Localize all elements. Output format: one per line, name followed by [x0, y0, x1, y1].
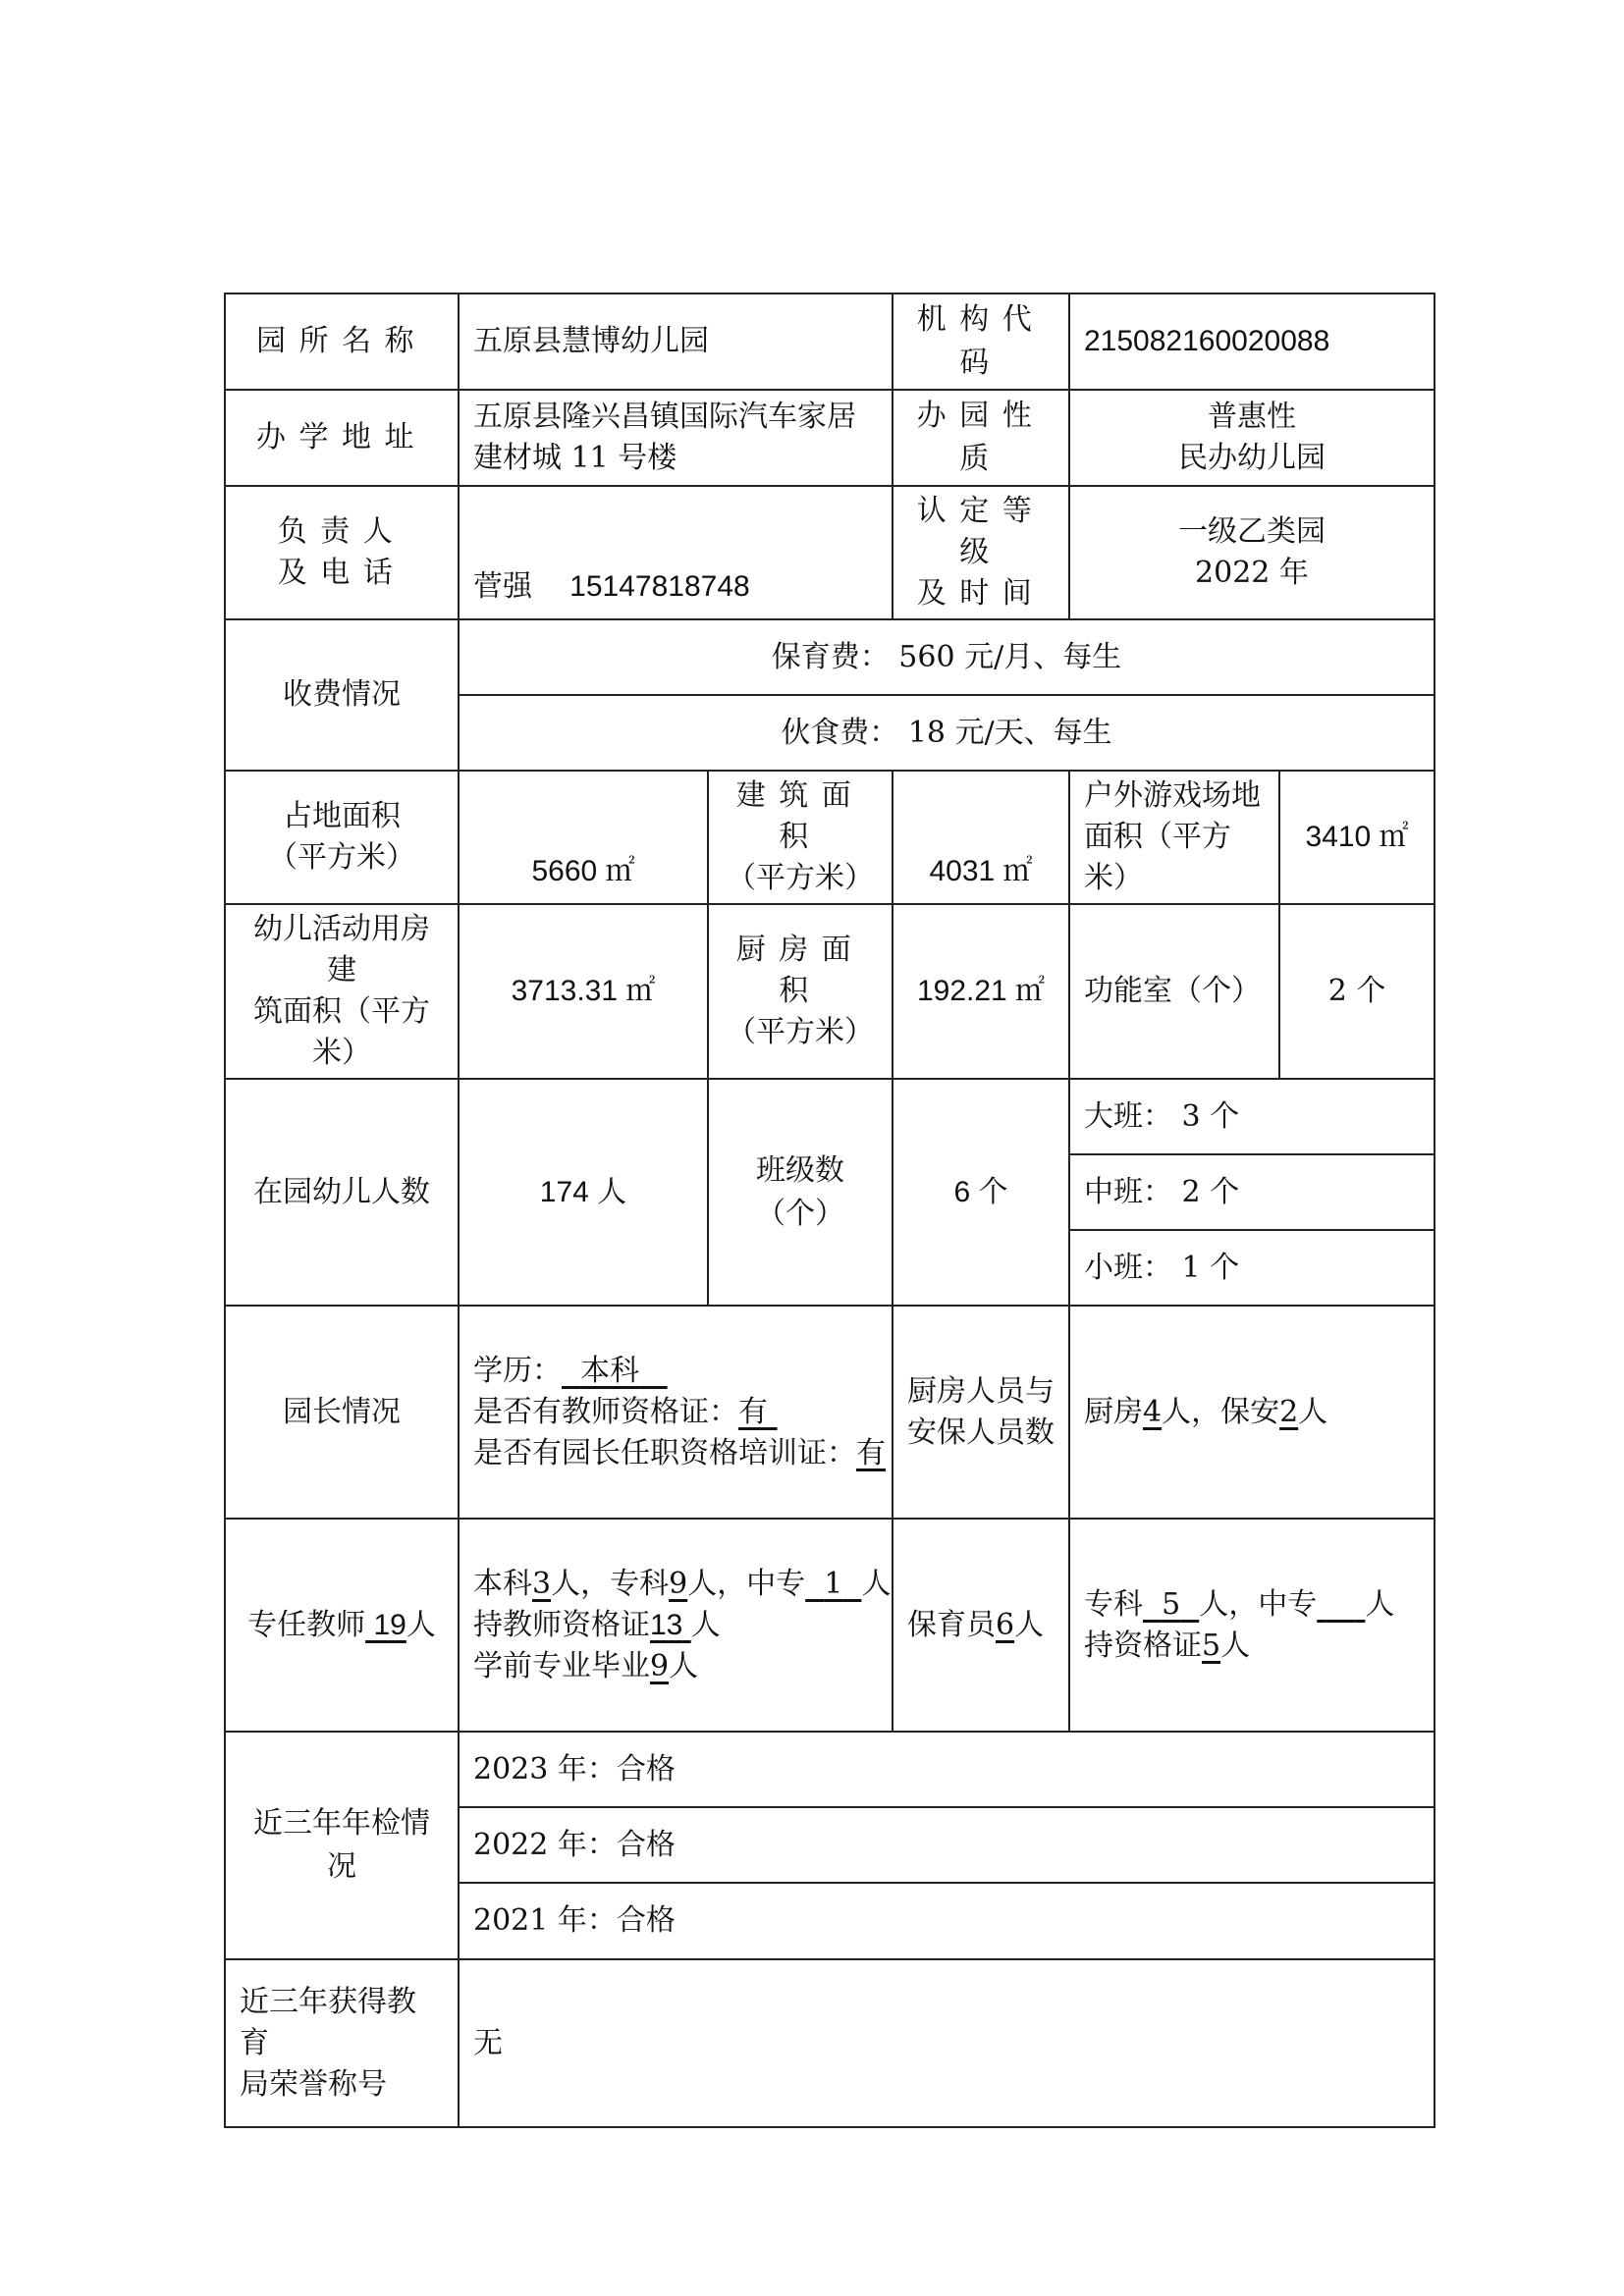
education-value-text: 本科	[580, 1353, 640, 1388]
care-fee: 保育费： 560 元/月、每生	[459, 619, 1435, 695]
teachers-label-suffix: 人	[406, 1607, 436, 1642]
principal-training-cert	[473, 1433, 886, 1474]
principal-education	[473, 1351, 878, 1392]
rating-label-line1: 认定等级	[916, 494, 1046, 569]
nature-value-line1: 普惠性	[1208, 400, 1296, 434]
land-area-label	[225, 771, 459, 904]
inspection-2021: 2021 年：合格	[459, 1883, 1435, 1959]
fees-label: 收费情况	[225, 619, 459, 771]
secondary-label: 人，中专	[687, 1566, 806, 1601]
code-label: 机构代码	[893, 294, 1069, 390]
row-name-code	[225, 294, 1435, 390]
building-area-label	[708, 771, 893, 904]
middle-class: 中班： 2 个	[1069, 1154, 1435, 1230]
caregiver-cert-label: 持资格证	[1084, 1628, 1202, 1663]
building-area-label-line1: 建筑面积	[735, 778, 865, 854]
secondary-count	[805, 1567, 861, 1601]
activity-area-label-line1: 幼儿活动用房建	[253, 912, 430, 988]
class-count-value: 6 个	[893, 1079, 1069, 1306]
row-teachers	[225, 1519, 1435, 1732]
principal-teacher-cert	[473, 1392, 878, 1433]
education-label: 学历：	[473, 1353, 562, 1388]
caregiver-college-label: 专科	[1084, 1586, 1143, 1622]
kitchen-staff-label: 厨房	[1084, 1394, 1143, 1429]
staff-label	[893, 1306, 1069, 1519]
address-label: 办学地址	[225, 390, 459, 486]
name-value: 五原县慧博幼儿园	[459, 294, 893, 390]
nature-label: 办园性质	[893, 390, 1069, 486]
caregiver-cert-count: 5	[1202, 1628, 1221, 1663]
rating-value-line2: 2022 年	[1195, 556, 1309, 590]
staff-value	[1069, 1306, 1435, 1519]
honors-label	[225, 1959, 459, 2127]
kitchen-staff-count: 4	[1143, 1394, 1163, 1429]
security-staff-suffix: 人	[1298, 1394, 1328, 1429]
caregiver-label	[893, 1519, 1069, 1732]
name-label: 园所名称	[225, 294, 459, 390]
kindergarten-info-table	[224, 293, 1435, 2128]
college-label: 人，专科	[551, 1566, 670, 1601]
principal-details	[459, 1306, 893, 1519]
outdoor-area-label	[1069, 771, 1279, 904]
inspection-2022: 2022 年：合格	[459, 1807, 1435, 1883]
bachelor-label: 本科	[473, 1566, 532, 1601]
honors-label-line1: 近三年获得教育	[240, 1984, 416, 2060]
teacher-cert-value-text: 有	[738, 1394, 768, 1429]
secondary-count-text: 1	[824, 1566, 843, 1601]
caregiver-college-count-text: 5	[1162, 1586, 1181, 1622]
code-value: 215082160020088	[1069, 294, 1435, 390]
training-cert-label: 是否有园长任职资格培训证：	[473, 1435, 856, 1470]
person-value	[459, 486, 893, 619]
rating-label	[893, 486, 1069, 619]
kitchen-area-value: 192.21 ㎡	[893, 904, 1069, 1079]
children-label: 在园幼儿人数	[225, 1079, 459, 1306]
caregiver-cert-suffix: 人	[1220, 1628, 1251, 1663]
row-areas	[225, 771, 1435, 904]
teachers-label	[225, 1519, 459, 1732]
teacher-cert-suffix: 人	[690, 1607, 721, 1642]
teacher-cert-value	[738, 1395, 778, 1429]
activity-area-value: 3713.31 ㎡	[459, 904, 708, 1079]
caregiver-details	[1069, 1519, 1435, 1732]
caregiver-secondary-label: 人，中专	[1199, 1586, 1318, 1622]
teachers-details	[459, 1519, 893, 1732]
caregiver-education	[1084, 1584, 1420, 1626]
caregiver-secondary-count-text	[1326, 1587, 1356, 1622]
row-principal	[225, 1306, 1435, 1519]
honors-label-line2: 局荣誉称号	[240, 2066, 387, 2102]
caregiver-count: 6	[996, 1607, 1015, 1642]
honors-value: 无	[459, 1959, 1435, 2127]
land-area-value: 5660 ㎡	[459, 771, 708, 904]
rating-label-line2: 及时间	[916, 576, 1046, 611]
staff-label-line2: 安保人员数	[907, 1415, 1055, 1450]
security-staff-count: 2	[1279, 1394, 1299, 1429]
address-value: 五原县隆兴昌镇国际汽车家居建材城 11 号楼	[459, 390, 893, 486]
preschool-suffix: 人	[669, 1648, 699, 1683]
secondary-suffix: 人	[861, 1566, 892, 1601]
outdoor-area-label-line1: 户外游戏场地	[1084, 778, 1261, 813]
teacher-cert-count-text: 13	[650, 1608, 683, 1641]
kitchen-area-label-line2: （平方米）	[727, 1015, 874, 1049]
row-person-rating	[225, 486, 1435, 619]
person-name: 菅强	[473, 569, 532, 604]
function-room-value: 2 个	[1279, 904, 1435, 1079]
caregiver-suffix: 人	[1014, 1607, 1045, 1642]
teachers-education	[473, 1564, 892, 1605]
principal-label: 园长情况	[225, 1306, 459, 1519]
college-count: 9	[669, 1566, 688, 1601]
function-room-label: 功能室（个）	[1069, 904, 1279, 1079]
teachers-count	[365, 1609, 406, 1641]
building-area-label-line2: （平方米）	[727, 861, 874, 895]
row-care-fee	[225, 619, 1435, 695]
staff-label-line1: 厨房人员与	[907, 1373, 1055, 1409]
kitchen-area-label-line1: 厨房面积	[735, 933, 865, 1008]
preschool-label: 学前专业毕业	[473, 1648, 650, 1683]
kitchen-area-label	[708, 904, 893, 1079]
row-honors	[225, 1959, 1435, 2127]
teacher-cert-label: 是否有教师资格证：	[473, 1394, 738, 1429]
bachelor-count: 3	[532, 1566, 552, 1601]
row-areas-2	[225, 904, 1435, 1079]
building-area-value: 4031 ㎡	[893, 771, 1069, 904]
nature-value	[1069, 390, 1435, 486]
children-count: 174 人	[459, 1079, 708, 1306]
teachers-preschool	[473, 1646, 878, 1687]
class-count-label: 班级数（个）	[708, 1079, 893, 1306]
caregiver-cert	[1084, 1626, 1420, 1667]
caregiver-college-count	[1143, 1587, 1199, 1622]
preschool-count: 9	[650, 1648, 670, 1683]
outdoor-area-value: 3410 ㎡	[1279, 771, 1435, 904]
teachers-cert	[473, 1605, 878, 1646]
teachers-label-text: 专任教师	[247, 1607, 366, 1642]
inspection-label: 近三年年检情况	[225, 1732, 459, 1959]
training-cert-value: 有	[856, 1435, 886, 1470]
row-inspection-2023	[225, 1732, 1435, 1807]
security-staff-label: 人，保安	[1162, 1394, 1280, 1429]
teacher-cert-count-label: 持教师资格证	[473, 1607, 650, 1642]
teacher-cert-count	[650, 1609, 691, 1641]
small-class: 小班： 1 个	[1069, 1230, 1435, 1306]
teachers-count-text: 19	[373, 1608, 406, 1641]
person-label-line2: 及电话	[277, 556, 406, 590]
education-value	[562, 1354, 668, 1388]
large-class: 大班： 3 个	[1069, 1079, 1435, 1154]
row-address-nature	[225, 390, 1435, 486]
person-label-line1: 负责人	[277, 514, 406, 549]
nature-value-line2: 民办幼儿园	[1178, 441, 1326, 475]
land-area-label-line1: 占地面积	[283, 799, 401, 833]
caregiver-label-text: 保育员	[907, 1607, 996, 1642]
outdoor-area-label-line2: 面积（平方米）	[1084, 820, 1231, 895]
person-label	[225, 486, 459, 619]
caregiver-secondary-suffix: 人	[1365, 1586, 1395, 1622]
caregiver-secondary-count	[1317, 1587, 1365, 1622]
activity-area-label-line2: 筑面积（平方米）	[253, 994, 430, 1070]
land-area-label-line2: （平方米）	[268, 840, 415, 875]
row-children-large	[225, 1079, 1435, 1154]
activity-area-label	[225, 904, 459, 1079]
inspection-2023: 2023 年：合格	[459, 1732, 1435, 1807]
rating-value-line1: 一级乙类园	[1178, 514, 1326, 549]
meal-fee: 伙食费： 18 元/天、每生	[459, 695, 1435, 771]
person-phone: 15147818748	[569, 570, 750, 603]
rating-value	[1069, 486, 1435, 619]
